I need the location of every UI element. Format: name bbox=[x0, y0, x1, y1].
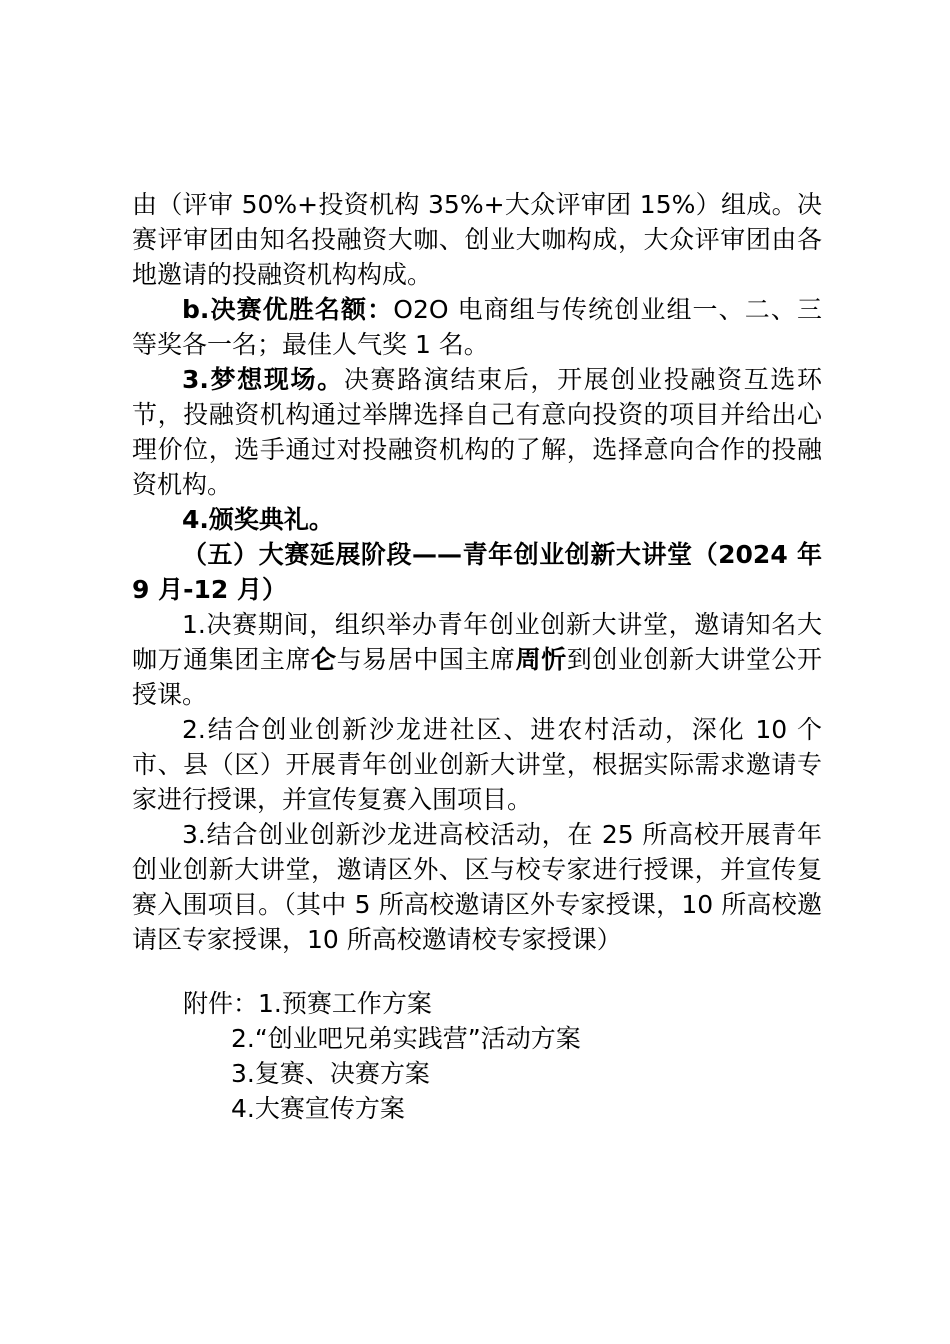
paragraph-text: 决赛路演结束后，开展创业投融资互选环节，投融资机构通过举牌选择自己有意向投资的项目并给出心理价位，选手通过对投融资机构的了解，选择意向合作的投融资机构。 bbox=[132, 365, 822, 499]
attachment-title: 1.预赛工作方案 bbox=[258, 989, 432, 1018]
bold-name: 仑 bbox=[311, 645, 337, 674]
paragraph-text: O2O 电商组与传统创业组一、二、三等奖各一名；最佳人气奖 1 名。 bbox=[132, 295, 822, 359]
paragraph-judging-composition: 由（评审 50%+投资机构 35%+大众评审团 15%）组成。决赛评审团由知名投融资大咖、创业大咖构成，大众评审团由各地邀请的投融资机构构成。 bbox=[132, 190, 822, 289]
text: 与易居中国主席 bbox=[336, 645, 516, 674]
attachment-item bbox=[183, 986, 823, 1021]
bold-name: 周忻 bbox=[515, 645, 567, 674]
list-item-lecture-final bbox=[132, 607, 822, 712]
attachments-label: 附件： bbox=[183, 989, 259, 1018]
text: 到创业创新大讲堂公开授课。 bbox=[132, 645, 822, 709]
attachment-item: 4.大赛宣传方案 bbox=[231, 1094, 405, 1123]
paragraph-dream-scene bbox=[132, 362, 822, 502]
paragraph-lead: 3.梦想现场。 bbox=[182, 365, 344, 394]
attachment-item: 2.“创业吧兄弟实践营”活动方案 bbox=[231, 1024, 581, 1053]
paragraph-final-winners bbox=[132, 292, 822, 362]
paragraph-lead: b.决赛优胜名额： bbox=[182, 295, 394, 324]
document-body bbox=[132, 187, 822, 957]
list-item-lecture-community: 2.结合创业创新沙龙进社区、进农村活动，深化 10 个市、县（区）开展青年创业创新大讲堂，根据实际需求邀请专家进行授课，并宣传复赛入围项目。 bbox=[132, 715, 822, 814]
list-item-lecture-universities: 3.结合创业创新沙龙进高校活动，在 25 所高校开展青年创业创新大讲堂，邀请区外、区与校专家进行授课，并宣传复赛入围项目。（其中 5 所高校邀请区外专家授课，10 所高校邀请区专家授课，10 所高校邀请校专家授课） bbox=[132, 820, 822, 954]
text: 1.决赛期间，组织举办青年创业创新大讲堂，邀请知名大咖万通集团主席 bbox=[132, 610, 822, 674]
paragraph-award-ceremony: 4.颁奖典礼。 bbox=[182, 505, 334, 534]
section-heading: （五）大赛延展阶段——青年创业创新大讲堂（2024 年 9 月-12 月） bbox=[132, 540, 822, 604]
attachment-item: 3.复赛、决赛方案 bbox=[231, 1059, 430, 1088]
attachments-list bbox=[183, 986, 823, 1126]
